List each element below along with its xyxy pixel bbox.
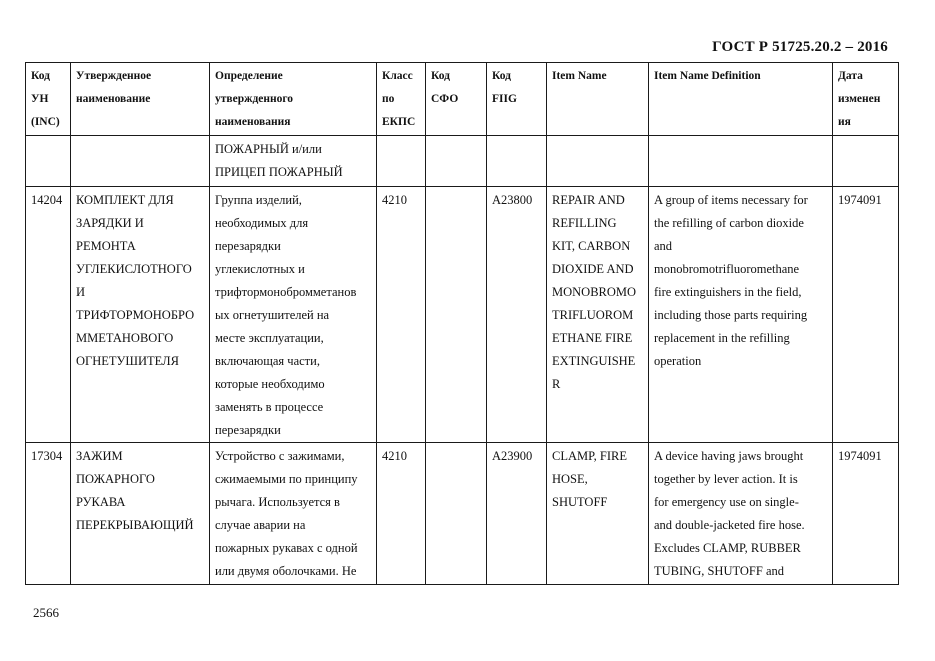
header-change-date: Дата изменен ия: [833, 63, 899, 136]
header-inc: Код УН (INC): [26, 63, 71, 136]
header-fiig-code: Код FIIG: [487, 63, 547, 136]
cell-item-name: CLAMP, FIRE HOSE, SHUTOFF: [547, 443, 649, 585]
cell-inc: 14204: [26, 187, 71, 443]
header-definition: Определение утвержденного наименования: [210, 63, 377, 136]
cell-sfo: [426, 443, 487, 585]
header-sfo-code: Код СФО: [426, 63, 487, 136]
header-ekps-class: Класс по ЕКПС: [377, 63, 426, 136]
cell-item-name: REPAIR AND REFILLING KIT, CARBON DIOXIDE AND MONOBROMO TRIFLUOROM ETHANE FIRE EXTINGUISHE R: [547, 187, 649, 443]
document-title: ГОСТ Р 51725.20.2 – 2016: [712, 39, 888, 55]
cell-fiig: A23800: [487, 187, 547, 443]
cell-fiig: A23900: [487, 443, 547, 585]
cell-change-date: 1974091: [833, 187, 899, 443]
cell-definition: Группа изделий, необходимых для перезарядки углекислотных и трифтормонобромметанов ых огнетушителей на месте эксплуатации, включающая части, которые необходимо заменять в процессе перезарядки: [210, 187, 377, 443]
header-approved-name: Утвержденное наименование: [71, 63, 210, 136]
cell-approved-name: КОМПЛЕКТ ДЛЯ ЗАРЯДКИ И РЕМОНТА УГЛЕКИСЛОТНОГО И ТРИФТОРМОНОБРО ММЕТАНОВОГО ОГНЕТУШИТЕЛЯ: [71, 187, 210, 443]
cell-change-date: 1974091: [833, 443, 899, 585]
cell-sfo: [426, 187, 487, 443]
cell-ekps: 4210: [377, 443, 426, 585]
cell-item-name-definition: A device having jaws brought together by lever action. It is for emergency use on single- and double-jacketed fire hose. Excludes CLAMP, RUBBER TUBING, SHUTOFF and: [649, 443, 833, 585]
cell-item-name-definition: A group of items necessary for the refilling of carbon dioxide and monobromotrifluoromethane fire extinguishers in the field, including those parts requiring replacement in the refilling operation: [649, 187, 833, 443]
cell-ekps: 4210: [377, 187, 426, 443]
table-row: [26, 187, 899, 443]
header-item-name: Item Name: [547, 63, 649, 136]
page-number: 2566: [33, 605, 59, 620]
cell-inc: 17304: [26, 443, 71, 585]
table-row-continuation: [26, 136, 899, 187]
table-header-row: [26, 63, 899, 136]
cell-approved-name: ЗАЖИМ ПОЖАРНОГО РУКАВА ПЕРЕКРЫВАЮЩИЙ: [71, 443, 210, 585]
continuation-definition: ПОЖАРНЫЙ и/или ПРИЦЕП ПОЖАРНЫЙ: [210, 136, 377, 187]
catalog-table: [25, 62, 899, 585]
table-row: [26, 443, 899, 585]
header-item-name-definition: Item Name Definition: [649, 63, 833, 136]
cell-definition: Устройство с зажимами, сжимаемыми по принципу рычага. Используется в случае аварии на пожарных рукавах с одной или двумя оболочками. Не: [210, 443, 377, 585]
